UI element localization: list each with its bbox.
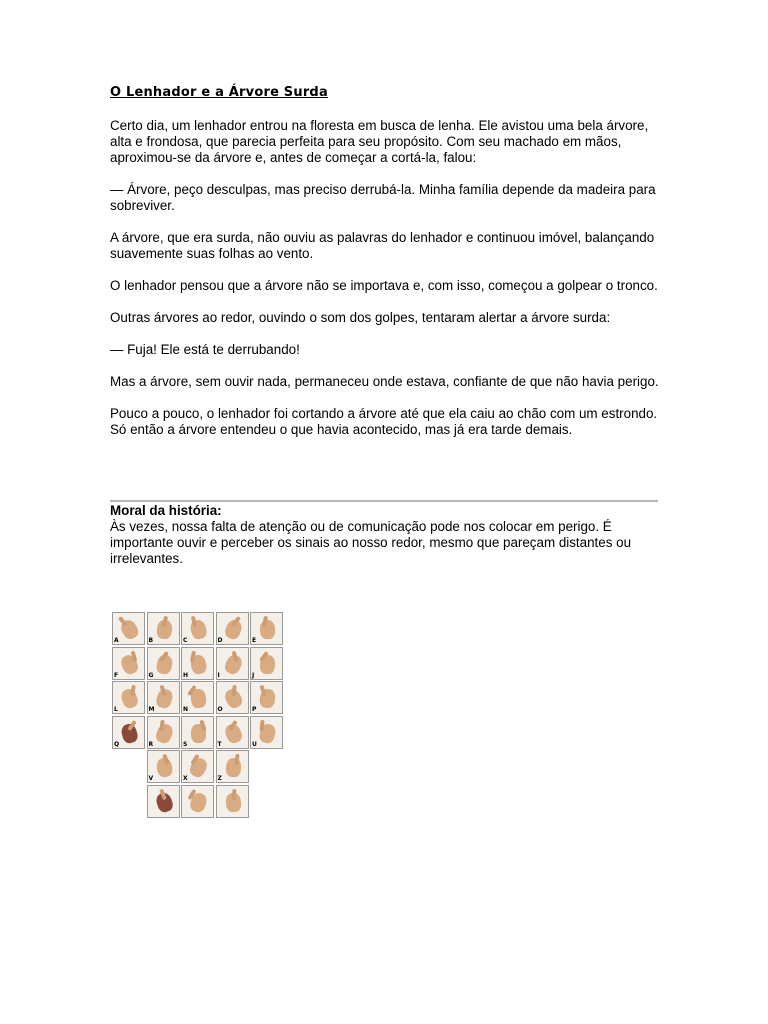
sign-letter-label: N [183, 706, 189, 713]
sign-letter-label: C [183, 637, 188, 644]
hand-sign-icon [112, 716, 145, 749]
hand-sign-icon [250, 612, 283, 645]
sign-letter-label: Z [217, 775, 222, 782]
hand-sign-icon [216, 681, 249, 714]
hand-icon [188, 756, 210, 780]
hand-sign-icon [181, 612, 214, 645]
sign-letter-label: A [114, 637, 119, 644]
hand-sign-icon [147, 785, 180, 818]
sign-letter-label: X [183, 775, 188, 782]
finger-icon [231, 788, 236, 799]
sign-letter-label: R [148, 740, 154, 748]
sign-letter-label: D [217, 637, 223, 644]
sign-letter-label: T [217, 740, 222, 748]
sign-letter-label: G [148, 671, 154, 679]
hand-sign-icon [147, 681, 180, 714]
sign-letter-label: V [148, 775, 154, 782]
finger-icon [234, 754, 239, 765]
sign-letter-label: F [114, 671, 119, 679]
hand-sign-icon [112, 612, 145, 645]
hand-sign-icon [147, 647, 180, 680]
sign-letter-label: S [183, 740, 188, 748]
paragraph: Pouco a pouco, o lenhador foi cortando a árvore até que ela caiu ao chão com um estrondo. Só então a árvore entendeu o que havia acontecido, mas já era tarde demais. [110, 406, 658, 437]
hand-sign-icon [216, 785, 249, 818]
hand-sign-icon [147, 750, 180, 783]
moral-text: Às vezes, nossa falta de atenção ou de comunicação pode nos colocar em perigo. É importante ouvir e perceber os sinais ao nosso redor, mesmo que pareçam distantes ou irrelevantes. [110, 519, 632, 566]
sign-letter-label: E [252, 637, 257, 644]
paragraph: — Fuja! Ele está te derrubando! [110, 342, 300, 357]
sign-language-alphabet-image [112, 612, 302, 824]
hand-sign-icon [250, 681, 283, 714]
hand-sign-icon [250, 647, 283, 680]
paragraph: A árvore, que era surda, não ouviu as palavras do lenhador e continuou imóvel, balançando suavemente suas folhas ao vento. [110, 230, 655, 261]
sign-letter-label: I [217, 671, 220, 679]
hand-sign-icon [181, 750, 214, 783]
sign-letter-label: B [148, 637, 154, 644]
hand-sign-icon [216, 716, 249, 749]
sign-letter-label: Q [114, 740, 120, 748]
hand-icon [119, 687, 140, 710]
hand-sign-icon [181, 785, 214, 818]
hand-sign-icon [112, 647, 145, 680]
story-body [110, 118, 662, 454]
hand-sign-icon [112, 681, 145, 714]
sign-letter-label: H [183, 671, 189, 679]
sign-letter-label: J [252, 671, 255, 679]
sign-letter-label: M [148, 706, 155, 713]
paragraph: O lenhador pensou que a árvore não se importava e, com isso, começou a golpear o tronco. [110, 278, 658, 293]
sign-letter-label: U [252, 740, 257, 748]
story-title: O Lenhador e a Árvore Surda [110, 85, 328, 100]
hand-sign-icon [216, 750, 249, 783]
sign-letter-label: O [217, 706, 223, 713]
sign-letter-label: L [114, 706, 118, 713]
hand-sign-icon [147, 612, 180, 645]
moral-title: Moral da história: [110, 503, 222, 518]
hand-sign-icon [181, 647, 214, 680]
paragraph: Outras árvores ao redor, ouvindo o som dos golpes, tentaram alertar a árvore surda: [110, 310, 611, 325]
paragraph: Mas a árvore, sem ouvir nada, permaneceu onde estava, confiante de que não havia perigo. [110, 374, 659, 389]
sign-letter-label: P [252, 706, 257, 713]
hand-sign-icon [181, 681, 214, 714]
paragraph: — Árvore, peço desculpas, mas preciso derrubá-la. Minha família depende da madeira para sobreviver. [110, 182, 656, 213]
finger-icon [159, 719, 164, 730]
hand-sign-icon [250, 716, 283, 749]
hand-sign-icon [181, 716, 214, 749]
section-divider [110, 500, 658, 502]
moral-section [110, 503, 662, 567]
hand-sign-icon [147, 716, 180, 749]
hand-sign-icon [216, 647, 249, 680]
hand-sign-icon [216, 612, 249, 645]
hand-icon [119, 652, 141, 676]
paragraph: Certo dia, um lenhador entrou na floresta em busca de lenha. Ele avistou uma bela árvore, alta e frondosa, que parecia perfeita para seu propósito. Com seu machado em mãos, aproximou-se da árvore e, antes de começar a cortá-la, falou: [110, 118, 649, 165]
